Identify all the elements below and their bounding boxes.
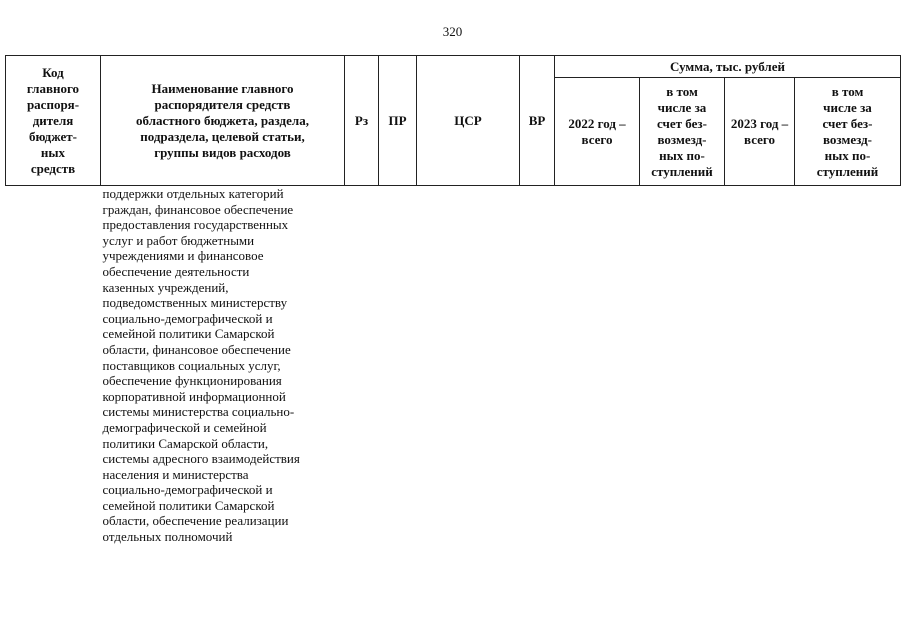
row-name-line: предоставления государственных	[102, 217, 289, 233]
row-name-line: учреждениями и финансовое	[102, 248, 264, 264]
header-code: Код главного распоря- дителя бюджет- ных средств	[6, 56, 101, 186]
row-name-line: населения и министерства	[102, 466, 249, 482]
row-name-line: области, обеспечение реализации	[102, 513, 289, 529]
header-vr: ВР	[520, 56, 555, 186]
row-name-line: поддержки отдельных категорий	[102, 186, 284, 201]
header-2022-grants: в том числе за счет без- возмезд- ных по- ступлений	[640, 78, 725, 186]
cell-2023-total	[725, 186, 795, 545]
budget-table	[5, 55, 901, 545]
row-name-line: обеспечение деятельности	[102, 263, 250, 279]
cell-vr	[520, 186, 555, 545]
row-name-line: граждан, финансовое обеспечение	[102, 201, 294, 217]
row-name-line: отдельных полномочий	[102, 529, 233, 545]
row-name-line: услуг и работ бюджетными	[102, 232, 255, 248]
cell-code	[6, 186, 101, 545]
row-name-line: социально-демографической и	[102, 310, 273, 326]
row-name-line: семейной политики Самарской	[102, 326, 275, 342]
cell-rz	[345, 186, 379, 545]
row-name-line: системы адресного взаимодействия	[102, 451, 300, 467]
cell-2022-total	[555, 186, 640, 545]
page-number: 320	[442, 24, 463, 39]
row-name-line: обеспечение функционирования	[102, 373, 282, 389]
cell-pr	[379, 186, 417, 545]
row-name-line: корпоративной информационной	[102, 388, 286, 404]
row-name-line: подведомственных министерству	[102, 295, 288, 311]
header-2023-total: 2023 год – всего	[725, 78, 795, 186]
header-pr: ПР	[379, 56, 417, 186]
row-name-line: политики Самарской области,	[102, 435, 269, 451]
row-name-line: системы министерства социально-	[102, 404, 295, 420]
header-rz: Рз	[345, 56, 379, 186]
cell-2022-grants	[640, 186, 725, 545]
header-2022-total: 2022 год – всего	[555, 78, 640, 186]
row-name-line: семейной политики Самарской	[102, 497, 275, 513]
row-name-line: поставщиков социальных услуг,	[102, 357, 281, 373]
row-name-line: казенных учреждений,	[102, 279, 229, 295]
header-csr: ЦСР	[417, 56, 520, 186]
row-name-text	[103, 186, 345, 545]
row-name-line: области, финансовое обеспечение	[102, 341, 291, 357]
table-row	[6, 186, 901, 545]
header-name: Наименование главного распорядителя средств областного бюджета, раздела, подраздела, целевой статьи, группы видов расходов	[101, 56, 345, 186]
cell-csr	[417, 186, 520, 545]
cell-2023-grants	[795, 186, 901, 545]
cell-name	[101, 186, 345, 545]
header-2023-grants: в том числе за счет без- возмезд- ных по- ступлений	[795, 78, 901, 186]
header-sum-group: Сумма, тыс. рублей	[555, 56, 901, 78]
row-name-line: демографической и семейной	[102, 419, 267, 435]
row-name-line: социально-демографической и	[102, 482, 273, 498]
